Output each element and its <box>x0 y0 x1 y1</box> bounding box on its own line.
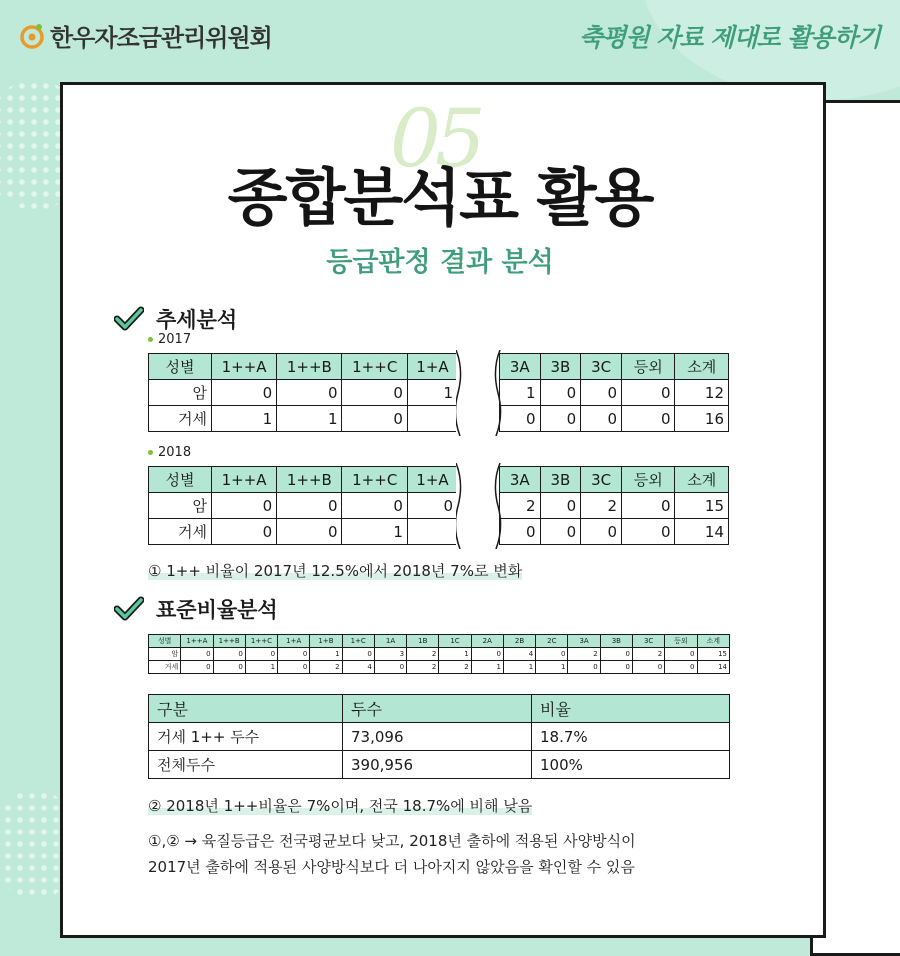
mini-table-cell: 0 <box>536 648 568 661</box>
table-header: 두수 <box>343 695 532 723</box>
table-cell: 암 <box>149 493 212 519</box>
checkmark-icon <box>114 596 144 622</box>
mini-table-header: 성별 <box>149 635 181 648</box>
mini-table-header: 3B <box>600 635 632 648</box>
table-header: 1++A <box>212 467 277 493</box>
page-subtitle: 등급판정 결과 분석 <box>326 247 554 278</box>
table-cell: 0 <box>540 493 581 519</box>
conclusion-line-1: ①,② → 육질등급은 전국평균보다 낮고, 2018년 출하에 적용된 사양방식이 <box>148 832 636 850</box>
mini-table-header: 2C <box>536 635 568 648</box>
table-header: 1++B <box>277 354 342 380</box>
table-cell: 0 <box>622 380 675 406</box>
table-cell: 0 <box>622 406 675 432</box>
table-header: 성별 <box>149 354 212 380</box>
mini-table-header: 3A <box>568 635 600 648</box>
mini-table-header: 1++A <box>181 635 213 648</box>
mini-table-cell: 0 <box>181 648 213 661</box>
table-cell: 2 <box>581 493 622 519</box>
table-cell: 0 <box>500 406 541 432</box>
trend-table-2017-right <box>499 353 729 432</box>
table-cell: 암 <box>149 380 212 406</box>
table-header: 1+A <box>407 467 457 493</box>
mini-table-header: 2A <box>471 635 503 648</box>
table-cell: 0 <box>342 380 407 406</box>
mini-table-cell: 1 <box>245 661 277 674</box>
mini-table-header: 소계 <box>697 635 729 648</box>
table-cell: 12 <box>675 380 729 406</box>
page-title: 종합분석표 활용 <box>227 161 653 234</box>
table-cell: 1 <box>500 380 541 406</box>
mini-table-cell: 1 <box>439 648 471 661</box>
logo <box>18 18 272 53</box>
mini-table-cell: 15 <box>697 648 729 661</box>
mini-table-cell: 1 <box>503 661 535 674</box>
mini-table-cell: 0 <box>600 648 632 661</box>
table-cell: 0 <box>500 519 541 545</box>
table-cell: 18.7% <box>532 723 730 751</box>
mini-table-cell: 0 <box>278 648 310 661</box>
mini-table-cell: 0 <box>245 648 277 661</box>
table-cell: 1 <box>342 519 407 545</box>
table-cell: 1 <box>277 406 342 432</box>
table-cell: 0 <box>212 519 277 545</box>
table-cell: 14 <box>675 519 729 545</box>
table-header: 3C <box>581 467 622 493</box>
table-cell: 전체두수 <box>149 751 343 779</box>
logo-text: 한우자조금관리위원회 <box>50 24 272 52</box>
year-label: 2018 <box>148 445 191 460</box>
table-cell: 거세 <box>149 519 212 545</box>
mini-table-cell: 거세 <box>149 661 181 674</box>
mini-table-cell: 3 <box>374 648 406 661</box>
table-header: 비율 <box>532 695 730 723</box>
table-header: 성별 <box>149 467 212 493</box>
table-header: 3A <box>500 467 541 493</box>
mini-table-header: 3C <box>632 635 664 648</box>
table-cell: 16 <box>675 406 729 432</box>
table-cell: 1 <box>212 406 277 432</box>
mini-table-cell: 0 <box>568 661 600 674</box>
section-heading-trend <box>114 304 237 334</box>
table-cell: 15 <box>675 493 729 519</box>
table-cell: 0 <box>342 406 407 432</box>
mini-table-cell: 2 <box>632 648 664 661</box>
mini-table-cell: 4 <box>503 648 535 661</box>
year-label: 2017 <box>148 332 191 347</box>
table-cell: 0 <box>540 380 581 406</box>
conclusion-line-2: 2017년 출하에 적용된 사양방식보다 더 나아지지 않았음을 확인할 수 있음 <box>148 858 635 876</box>
table-cell: 0 <box>277 380 342 406</box>
table-cell: 0 <box>277 519 342 545</box>
table-header: 1+A <box>407 354 457 380</box>
mini-table-header: 1+B <box>310 635 342 648</box>
checkmark-icon <box>114 306 144 332</box>
table-header: 1++C <box>342 467 407 493</box>
table-header: 소계 <box>675 354 729 380</box>
table-cell: 100% <box>532 751 730 779</box>
table-cell: 390,956 <box>343 751 532 779</box>
mini-table-cell: 0 <box>278 661 310 674</box>
mini-table-cell: 0 <box>471 648 503 661</box>
mini-table-cell: 2 <box>568 648 600 661</box>
trend-table-2017-left <box>148 353 458 432</box>
table-header: 3C <box>581 354 622 380</box>
mini-table-header: 1A <box>374 635 406 648</box>
table-cell: 거세 <box>149 406 212 432</box>
header-title: 축평원 자료 제대로 활용하기 <box>579 23 880 52</box>
table-cell: 1 <box>407 380 457 406</box>
table-cell: 0 <box>540 406 581 432</box>
table-cell <box>407 406 457 432</box>
mini-table-header: 1+A <box>278 635 310 648</box>
mini-table-header: 2B <box>503 635 535 648</box>
mini-table-header: 1++B <box>213 635 245 648</box>
mini-table-cell: 암 <box>149 648 181 661</box>
mini-table-header: 1C <box>439 635 471 648</box>
table-cell: 0 <box>622 519 675 545</box>
table-cell <box>407 519 457 545</box>
mini-table-header: 1++C <box>245 635 277 648</box>
table-header: 1++C <box>342 354 407 380</box>
table-cell: 0 <box>212 380 277 406</box>
mini-table-cell: 0 <box>374 661 406 674</box>
table-cell: 거세 1++ 두수 <box>149 723 343 751</box>
mini-table-cell: 1 <box>536 661 568 674</box>
section-heading-standard <box>114 594 278 624</box>
mini-table-cell: 0 <box>213 648 245 661</box>
table-header: 등외 <box>622 467 675 493</box>
table-cell: 0 <box>342 493 407 519</box>
table-cell: 0 <box>540 519 581 545</box>
mini-table-cell: 0 <box>181 661 213 674</box>
table-cell: 0 <box>581 380 622 406</box>
mini-table-cell: 2 <box>407 661 439 674</box>
table-cell: 0 <box>581 406 622 432</box>
table-header: 구분 <box>149 695 343 723</box>
table-cell: 2 <box>500 493 541 519</box>
mini-table-cell: 14 <box>697 661 729 674</box>
table-header: 3A <box>500 354 541 380</box>
table-header: 등외 <box>622 354 675 380</box>
mini-table-cell: 0 <box>213 661 245 674</box>
mini-table-cell: 1 <box>471 661 503 674</box>
table-header: 3B <box>540 354 581 380</box>
section-heading-label: 표준비율분석 <box>156 598 278 622</box>
mini-table-cell: 0 <box>342 648 374 661</box>
mini-table-header: 등외 <box>665 635 697 648</box>
mini-table-cell: 4 <box>342 661 374 674</box>
mini-table-header: 1B <box>407 635 439 648</box>
background-number: 05 <box>390 92 480 185</box>
table-header: 3B <box>540 467 581 493</box>
mini-table-cell: 0 <box>632 661 664 674</box>
summary-table <box>148 694 730 779</box>
table-cell: 73,096 <box>343 723 532 751</box>
trend-note: ① 1++ 비율이 2017년 12.5%에서 2018년 7%로 변화 <box>148 562 523 580</box>
mini-table-cell: 0 <box>600 661 632 674</box>
mini-table-cell: 0 <box>665 661 697 674</box>
section-heading-label: 추세분석 <box>156 308 238 332</box>
table-cell: 0 <box>212 493 277 519</box>
trend-table-2018-right <box>499 466 729 545</box>
mini-table-cell: 2 <box>439 661 471 674</box>
table-header: 1++B <box>277 467 342 493</box>
table-cell: 0 <box>277 493 342 519</box>
torn-edge <box>456 350 502 436</box>
table-header: 소계 <box>675 467 729 493</box>
standard-ratio-table <box>148 634 730 674</box>
table-cell: 0 <box>622 493 675 519</box>
torn-edge <box>456 463 502 549</box>
mini-table-cell: 1 <box>310 648 342 661</box>
mini-table-cell: 2 <box>310 661 342 674</box>
table-cell: 0 <box>407 493 457 519</box>
logo-icon <box>18 22 46 50</box>
table-cell: 0 <box>581 519 622 545</box>
standard-note: ② 2018년 1++비율은 7%이며, 전국 18.7%에 비해 낮음 <box>148 797 533 815</box>
mini-table-cell: 0 <box>665 648 697 661</box>
table-header: 1++A <box>212 354 277 380</box>
mini-table-header: 1+C <box>342 635 374 648</box>
mini-table-cell: 2 <box>407 648 439 661</box>
trend-table-2018-left <box>148 466 458 545</box>
